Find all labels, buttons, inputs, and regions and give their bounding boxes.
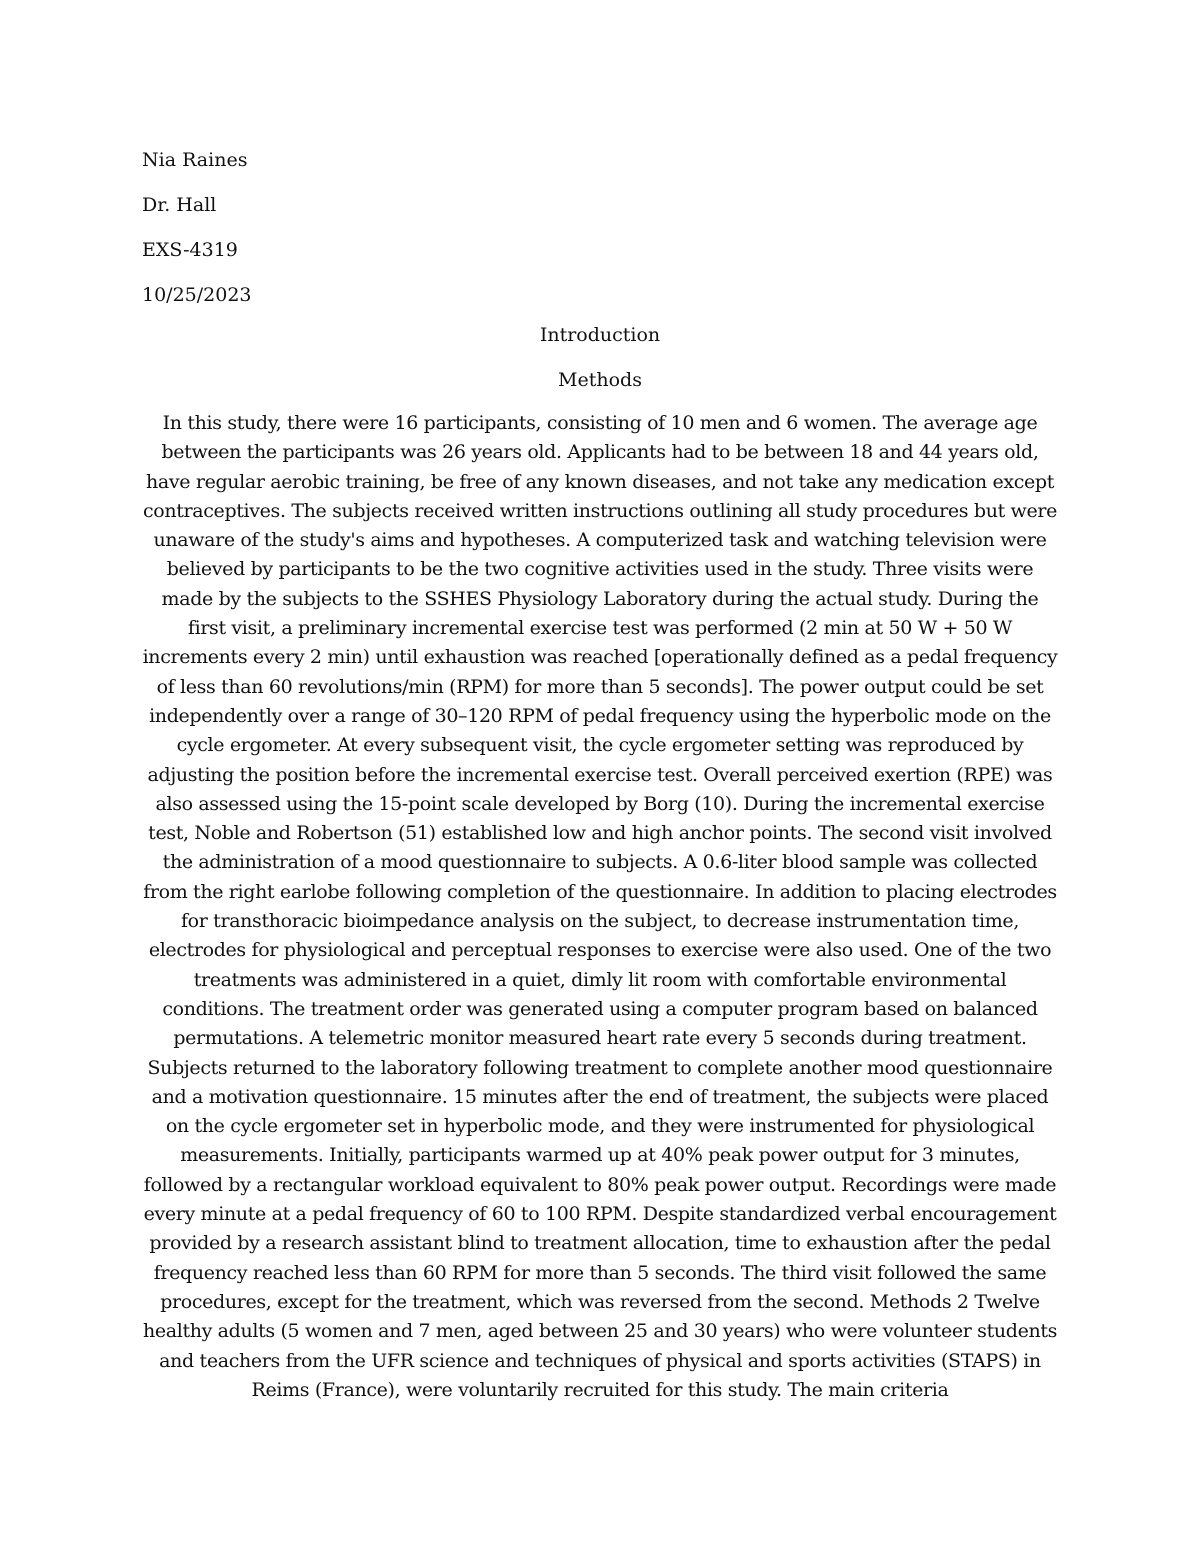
- header-block: [142, 138, 742, 318]
- methods-heading: Methods: [558, 369, 642, 391]
- methods-paragraph: In this study, there were 16 participants, consisting of 10 men and 6 women. The average age between the participants was 26 years old. Applicants had to be between 18 and 44 years old, have regular aerobic training, be free of any known diseases, and not take any medication except contraceptives. The subjects received written instructions outlining all study procedures but were unaware of the study's aims and hypotheses. A computerized task and watching television were believed by participants to be the two cognitive activities used in the study. Three visits were made by the subjects to the SSHES Physiology Laboratory during the actual study. During the first visit, a preliminary incremental exercise test was performed (2 min at 50 W + 50 W increments every 2 min) until exhaustion was reached [operationally defined as a pedal frequency of less than 60 revolutions/min (RPM) for more than 5 seconds]. The power output could be set independently over a range of 30–120 RPM of pedal frequency using the hyperbolic mode on the cycle ergometer. At every subsequent visit, the cycle ergometer setting was reproduced by adjusting the position before the incremental exercise test. Overall perceived exertion (RPE) was also assessed using the 15-point scale developed by Borg (10). During the incremental exercise test, Noble and Robertson (51) established low and high anchor points. The second visit involved the administration of a mood questionnaire to subjects. A 0.6-liter blood sample was collected from the right earlobe following completion of the questionnaire. In addition to placing electrodes for transthoracic bioimpedance analysis on the subject, to decrease instrumentation time, electrodes for physiological and perceptual responses to exercise were also used. One of the two treatments was administered in a quiet, dimly lit room with comfortable environmental conditions. The treatment order was generated using a computer program based on balanced permutations. A telemetric monitor measured heart rate every 5 seconds during treatment. Subjects returned to the laboratory following treatment to complete another mood questionnaire and a motivation questionnaire. 15 minutes after the end of treatment, the subjects were placed on the cycle ergometer set in hyperbolic mode, and they were instrumented for physiological measurements. Initially, participants warmed up at 40% peak power output for 3 minutes, followed by a rectangular workload equivalent to 80% peak power output. Recordings were made every minute at a pedal frequency of 60 to 100 RPM. Despite standardized verbal encouragement provided by a research assistant blind to treatment allocation, time to exhaustion after the pedal frequency reached less than 60 RPM for more than 5 seconds. The third visit followed the same procedures, except for the treatment, which was reversed from the second. Methods 2 Twelve healthy adults (5 women and 7 men, aged between 25 and 30 years) who were volunteer students and teachers from the UFR science and techniques of physical and sports activities (STAPS) in Reims (France), were voluntarily recruited for this study. The main criteria: [142, 412, 1058, 1401]
- course-code: EXS-4319: [142, 239, 238, 261]
- document-date: 10/25/2023: [142, 284, 252, 306]
- introduction-heading: Introduction: [539, 324, 661, 346]
- instructor-name: Dr. Hall: [142, 194, 217, 216]
- student-name: Nia Raines: [142, 149, 248, 171]
